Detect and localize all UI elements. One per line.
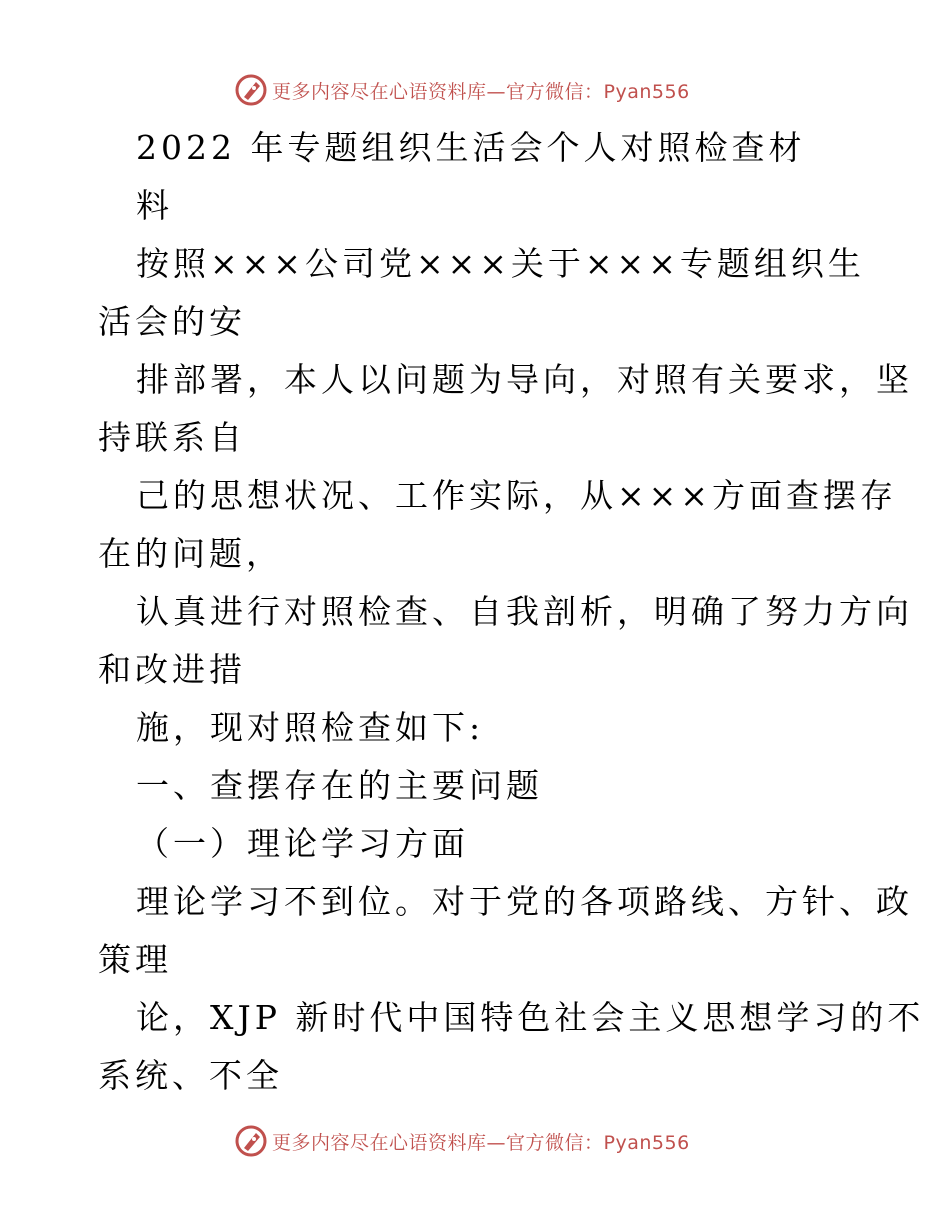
- paragraph-line: 按照×××公司党×××关于×××专题组织生: [136, 244, 865, 283]
- title-line-1: 2022 年专题组织生活会个人对照检查材: [136, 128, 806, 167]
- section-heading: 一、查摆存在的主要问题: [136, 766, 543, 805]
- paragraph-line: 论，XJP 新时代中国特色社会主义思想学习的不: [136, 998, 925, 1037]
- paragraph-line: 己的思想状况、工作实际，从×××方面查摆存: [136, 476, 897, 515]
- footer-banner: [234, 1123, 690, 1159]
- title-line-2: 料: [136, 186, 173, 225]
- paragraph-line: 活会的安: [98, 302, 246, 341]
- banner-text: 更多内容尽在心语资料库—官方微信：Pyan556: [272, 80, 690, 103]
- paragraph-line: 施，现对照检查如下:: [136, 708, 485, 747]
- paragraph-line: 系统、不全: [98, 1056, 283, 1095]
- paragraph-line: 策理: [98, 940, 172, 979]
- paragraph-line: 排部署，本人以问题为导向，对照有关要求，坚: [136, 360, 913, 399]
- paragraph-line: 理论学习不到位。对于党的各项路线、方针、政: [136, 882, 913, 921]
- paragraph-line: 认真进行对照检查、自我剖析，明确了努力方向: [136, 592, 913, 631]
- pen-nib-logo-icon: [234, 1124, 268, 1158]
- paragraph-line: 持联系自: [98, 418, 246, 457]
- subsection-heading: （一）理论学习方面: [136, 824, 469, 863]
- banner-text: 更多内容尽在心语资料库—官方微信：Pyan556: [272, 1131, 690, 1154]
- paragraph-line: 在的问题，: [98, 534, 283, 573]
- paragraph-line: 和改进措: [98, 650, 246, 689]
